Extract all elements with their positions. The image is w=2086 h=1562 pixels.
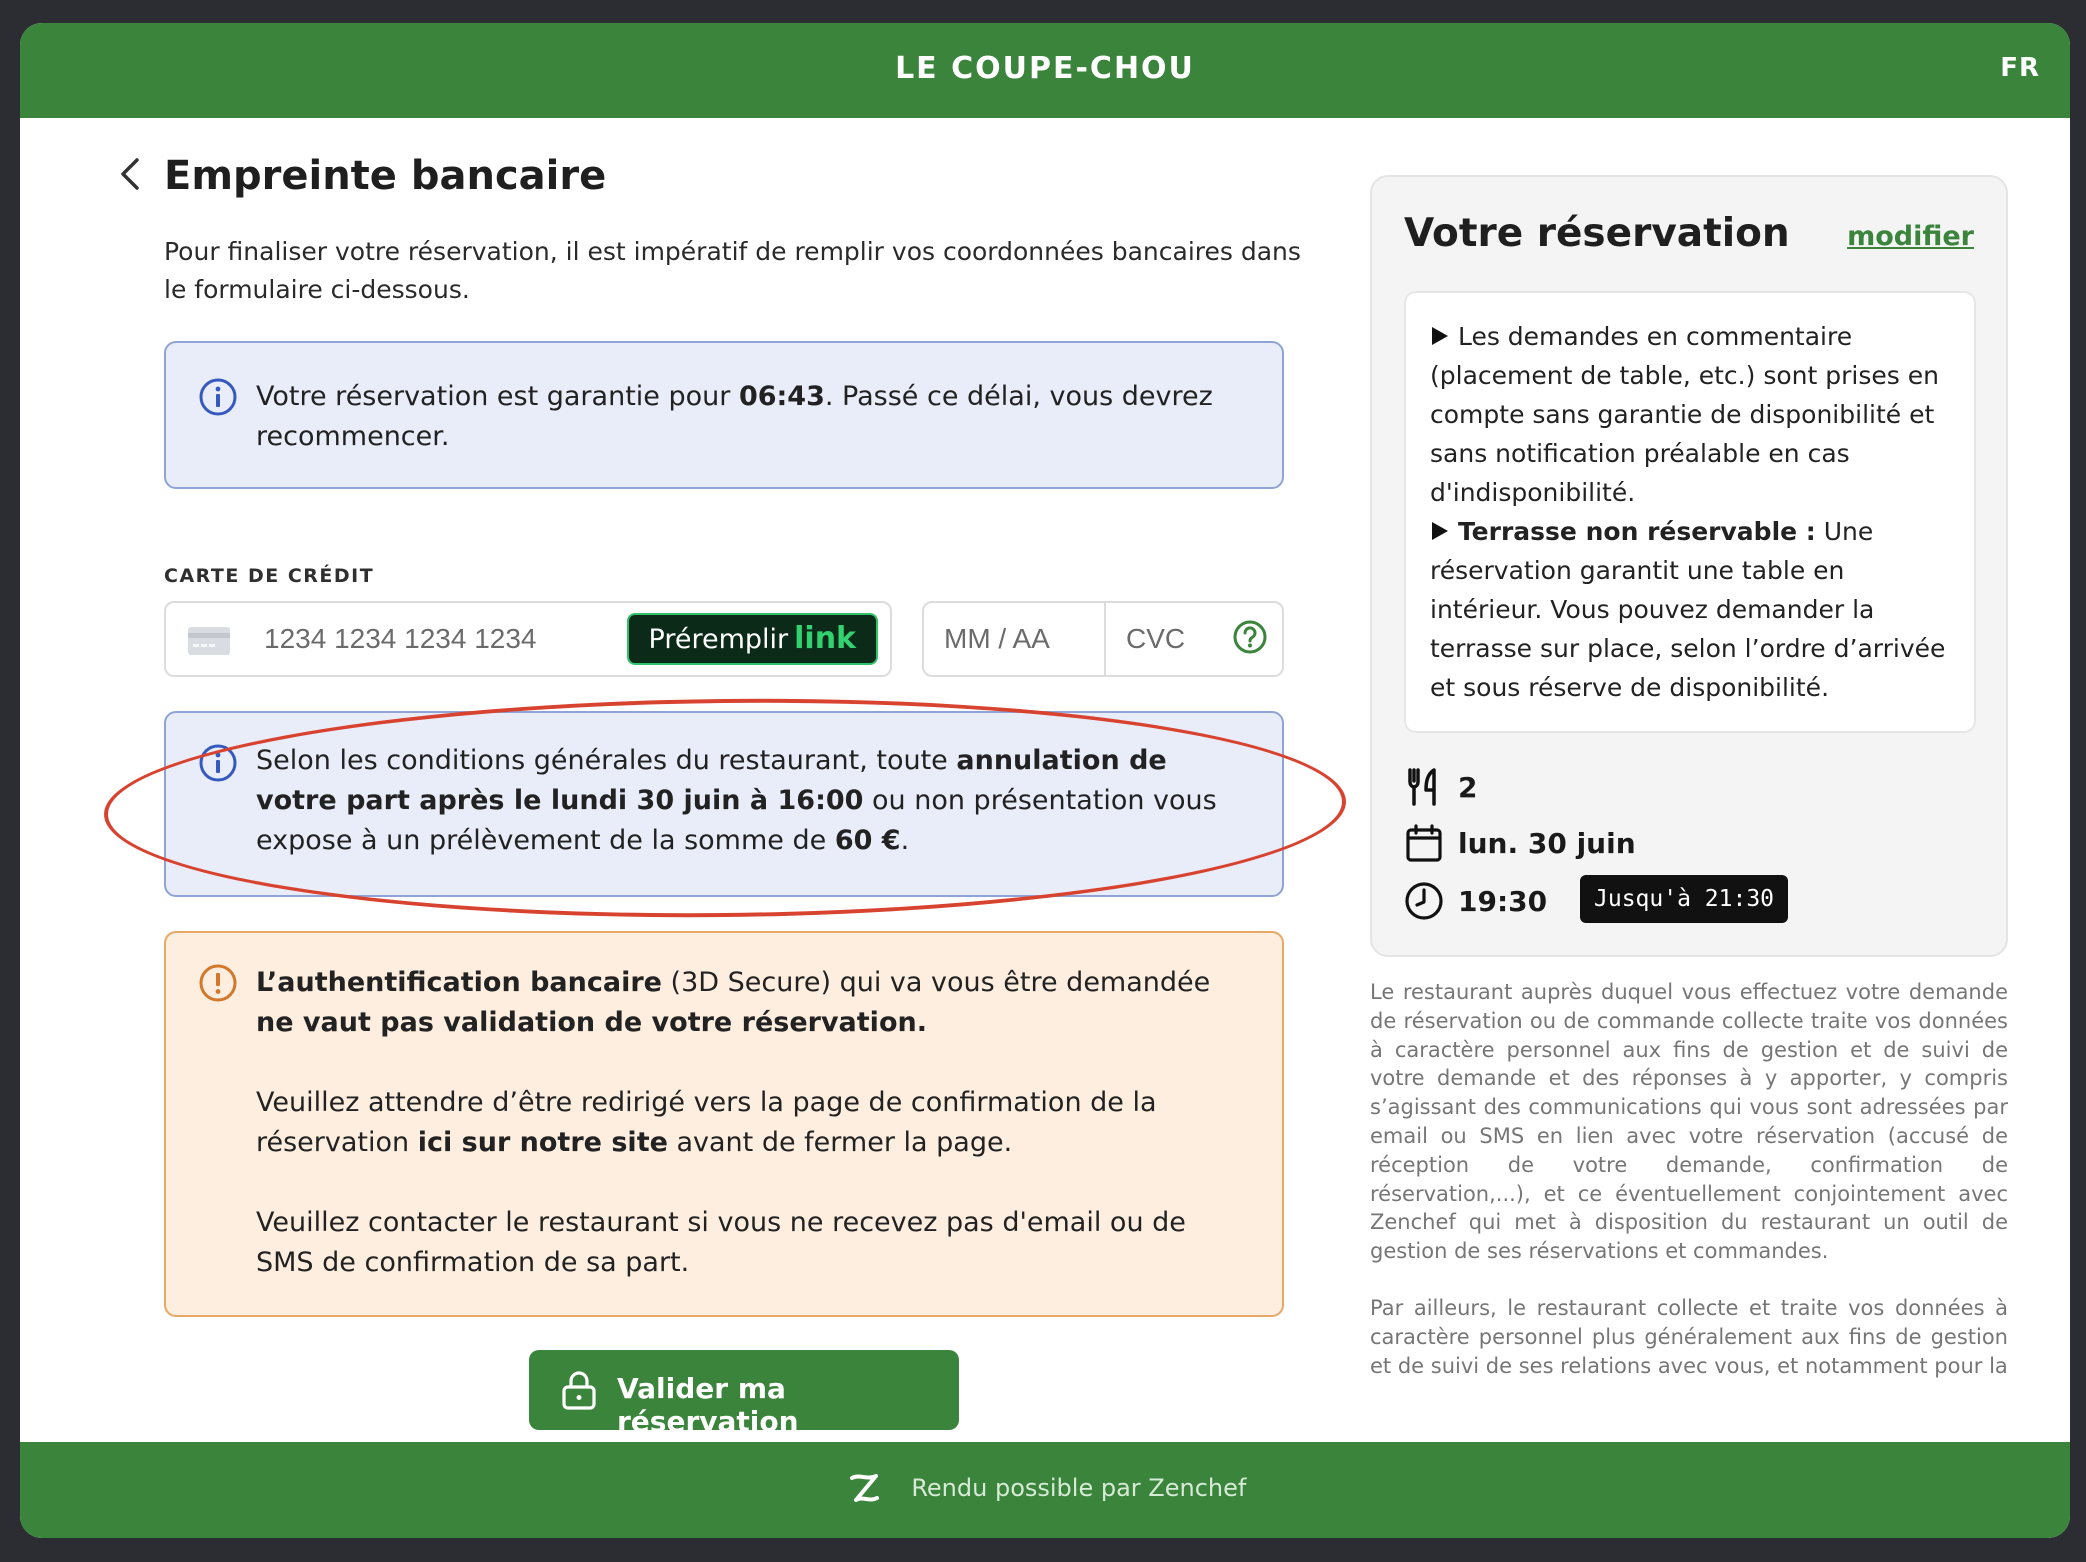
app-window: [20, 23, 2070, 1538]
top-bar: [20, 23, 2070, 118]
language-selector[interactable]: FR: [2000, 53, 2040, 83]
card-number-field[interactable]: [164, 601, 892, 677]
cutlery-icon: [1404, 767, 1444, 807]
reservation-date: lun. 30 juin: [1458, 827, 1636, 860]
warning-icon: [198, 963, 238, 1003]
card-number-placeholder: 1234 1234 1234 1234: [264, 623, 537, 654]
calendar-icon: [1404, 823, 1444, 863]
authentication-warning-text: L’authentification bancaire (3D Secure) qui va vous être demandée ne vaut pas validation de votre réservation. Veuillez attendre d’être redirigé vers la page de confirmation de la réservation ici sur notre site avant de fermer la page. Veuillez contacter le restaurant si vous ne recevez pas d'email ou de SMS de confirmation de sa part.: [256, 967, 1211, 1278]
expiry-cvc-field[interactable]: [922, 601, 1284, 677]
restaurant-name: LE COUPE-CHOU: [895, 51, 1195, 86]
reservation-notes: [1404, 291, 1976, 733]
privacy-notice: Le restaurant auprès duquel vous effectuez votre demande de réservation ou de commande collecte traite vos données à caractère personnel aux fins de gestion et de suivi de votre demande et des réponses à y apporter, y compris s’agissant des communications qui vous sont adressées par email ou SMS en lien avec votre réservation (accusé de réception de votre demande, confirmation de réservation,...), et ce éventuellement conjointement avec Zenchef qui met à disposition du restaurant un outil de gestion de ses réservations et commandes. Par ailleurs, le restaurant collecte et traite vos données à caractère personnel plus généralement aux fins de gestion et de suivi de ses relations avec vous, et notamment pour la: [1370, 980, 2008, 1378]
powered-by-text[interactable]: Rendu possible par Zenchef: [911, 1474, 1247, 1502]
submit-reservation-button[interactable]: [529, 1350, 959, 1438]
footer-bar: [20, 1442, 2070, 1538]
lock-icon: [561, 1370, 597, 1410]
reservation-countdown: 06:43: [738, 381, 825, 412]
back-chevron-icon[interactable]: [113, 155, 147, 193]
intro-text: Pour finaliser votre réservation, il est impératif de remplir vos coordonnées bancaires dans le formulaire ci-dessous.: [164, 237, 1301, 304]
note-comments: Les demandes en commentaire (placement de table, etc.) sont prises en compte sans garantie de disponibilité et sans notification préalable en cas d'indisponibilité.: [1430, 322, 1939, 507]
triangle-bullet-icon: [1430, 520, 1450, 542]
info-icon: [198, 377, 238, 417]
prefill-link-button[interactable]: Préremplir link: [627, 613, 878, 665]
guest-count: 2: [1458, 771, 1478, 804]
field-divider: [1104, 603, 1106, 675]
timer-notice: [164, 341, 1284, 489]
summary-title: Votre réservation: [1404, 211, 1790, 256]
clock-icon: [1404, 881, 1444, 921]
help-icon[interactable]: [1232, 619, 1268, 655]
note-terrace: Terrasse non réservable : Une réservation garantit une table en intérieur. Vous pouvez demander la terrasse sur place, selon l’ordre d’arrivée et sous réserve de disponibilité.: [1430, 517, 1946, 702]
timer-notice-text: Votre réservation est garantie pour 06:43. Passé ce délai, vous devrez recommencer.: [256, 381, 1213, 452]
end-time-badge: Jusqu'à 21:30: [1580, 875, 1788, 923]
page-title: Empreinte bancaire: [164, 153, 607, 199]
cancellation-fee: 60 €: [834, 825, 901, 856]
credit-card-icon: [188, 627, 230, 655]
modify-link[interactable]: modifier: [1847, 221, 1974, 252]
card-section-label: CARTE DE CRÉDIT: [164, 565, 375, 587]
cancellation-text: Selon les conditions générales du restaurant, toute annulation de votre part après le lundi 30 juin à 16:00 ou non présentation vous expose à un prélèvement de la somme de 60 €.: [256, 745, 1217, 856]
submit-label: Valider ma réservation: [617, 1372, 799, 1438]
reservation-summary: [1370, 175, 2008, 957]
reservation-time: 19:30: [1458, 885, 1548, 918]
triangle-bullet-icon: [1430, 325, 1450, 347]
cvc-input[interactable]: CVC: [1126, 623, 1186, 654]
authentication-warning: [164, 931, 1284, 1317]
expiry-input[interactable]: MM / AA: [944, 623, 1050, 654]
zenchef-logo-icon: [844, 1468, 884, 1508]
link-logo: link: [794, 621, 856, 656]
